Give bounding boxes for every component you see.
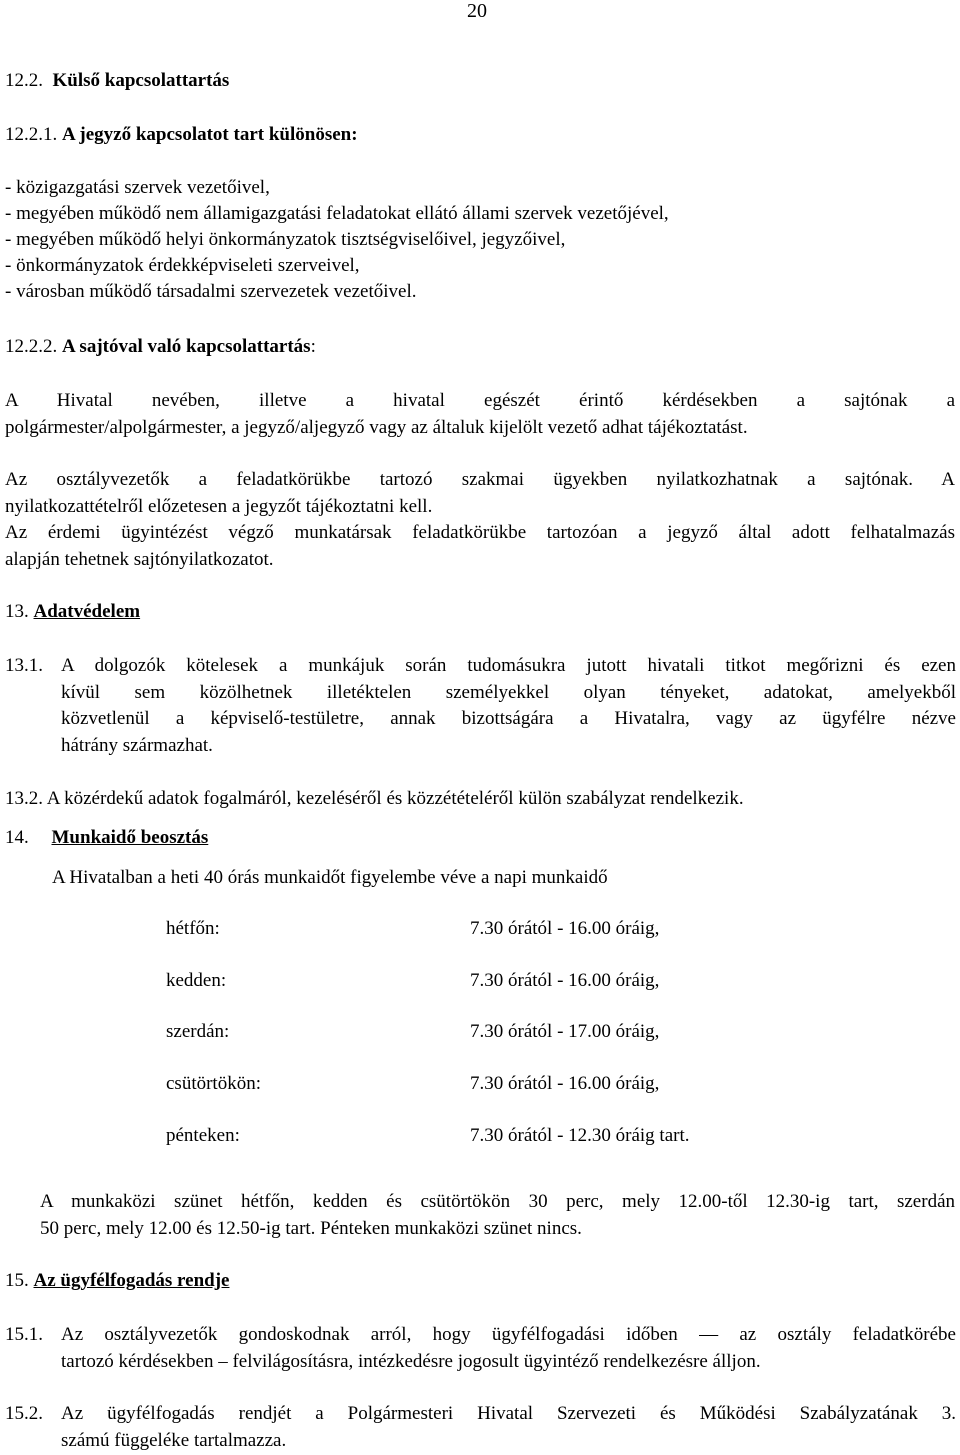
page-number: 20 [467, 0, 487, 22]
section-number: 12.2.2. [5, 336, 58, 357]
press-paragraph-3 [5, 520, 955, 573]
section-title: Külső kapcsolattartás [52, 70, 230, 91]
list-item: - megyében működő helyi önkormányzatok tisztségviselőivel, jegyzőivel, [5, 229, 566, 250]
section-title: Adatvédelem [33, 601, 141, 622]
section-15-1-number: 15.1. [5, 1324, 43, 1345]
section-15-heading [5, 1268, 229, 1294]
paragraph-line: közvetlenül a képviselő-testületre, annak bizottságára a Hivatalra, vagy az ügyfélre nézve [61, 708, 956, 729]
schedule-time: 7.30 órától - 12.30 óráig tart. [470, 1125, 690, 1146]
section-number: 13.2. [5, 788, 43, 809]
paragraph-line: kívül sem közölhetnek illetéktelen személyekkel olyan tényeket, adatokat, amelyekből [61, 681, 956, 703]
section-15-2-number: 15.2. [5, 1403, 43, 1424]
paragraph-line: Az ügyfélfogadás rendjét a Polgármesteri Hivatal Szervezeti és Működési Szabályzatának 3. [61, 1403, 956, 1424]
section-number: 13. [5, 601, 29, 622]
section-14-heading [5, 825, 208, 851]
list-item: - megyében működő nem államigazgatási feladatokat ellátó állami szervek vezetőjével, [5, 203, 669, 224]
paragraph-line: alapján tehetnek sajtónyilatkozatot. [5, 548, 274, 570]
schedule-time: 7.30 órától - 16.00 óráig, [470, 970, 660, 991]
section-title: Munkaidő beosztás [51, 827, 209, 848]
paragraph-line: A dolgozók kötelesek a munkájuk során tudomásukra jutott hivatali titkot megőrizni és ezen [61, 655, 956, 676]
section-number: 12.2.1. [5, 124, 58, 145]
paragraph-line: hátrány származhat. [61, 734, 213, 756]
paragraph-line: nyilatkozattételről előzetesen a jegyzőt tájékoztatni kell. [5, 495, 433, 517]
section-number: 15. [5, 1270, 29, 1291]
paragraph-line: Az osztályvezetők a feladatkörükbe tartozó szakmai ügyekben nyilatkozhatnak a sajtónak. A [5, 469, 955, 490]
schedule-day: kedden: [166, 970, 227, 991]
section-13-1-number: 13.1. [5, 655, 43, 676]
section-number: 14. [5, 827, 29, 848]
section-title: A jegyző kapcsolatot tart különösen: [62, 124, 358, 145]
press-paragraph-2 [5, 467, 955, 520]
schedule-day: pénteken: [166, 1125, 240, 1146]
section-12-2-1-heading [5, 122, 358, 148]
schedule-day: hétfőn: [166, 918, 220, 939]
schedule-day: szerdán: [166, 1021, 230, 1042]
section-title: Az ügyfélfogadás rendje [33, 1270, 230, 1291]
paragraph-line: Az osztályvezetők gondoskodnak arról, hogy ügyfélfogadási időben — az osztály feladatkörébe [61, 1324, 956, 1345]
section-13-heading [5, 599, 140, 625]
paragraph-text: A közérdekű adatok fogalmáról, kezeléséről és közzétételéről külön szabályzat rendelkezik. [46, 788, 744, 809]
schedule-time: 7.30 órától - 16.00 óráig, [470, 918, 660, 939]
contact-list [5, 175, 669, 305]
list-item: - városban működő társadalmi szervezetek vezetőivel. [5, 281, 417, 302]
section-title-colon: : [310, 336, 316, 357]
section-13-1-text [61, 653, 956, 759]
section-number: 12.2. [5, 70, 43, 91]
list-item: - önkormányzatok érdekképviseleti szerveivel, [5, 255, 360, 276]
section-title: A sajtóval való kapcsolattartás [62, 336, 311, 357]
section-15-2-text [61, 1401, 956, 1454]
paragraph-line: A munkaközi szünet hétfőn, kedden és csütörtökön 30 perc, mely 12.00-től 12.30-ig tart, szerdán [40, 1191, 955, 1212]
schedule-day: csütörtökön: [166, 1073, 261, 1094]
section-15-1-text [61, 1322, 956, 1375]
paragraph-line: A Hivatal nevében, illetve a hivatal egészét érintő kérdésekben a sajtónak a [5, 390, 955, 411]
section-12-2-2-heading [5, 334, 316, 360]
list-item: - közigazgatási szervek vezetőivel, [5, 177, 270, 198]
paragraph-line: Az érdemi ügyintézést végző munkatársak feladatkörükbe tartozóan a jegyző által adott felhatalmazás [5, 522, 955, 543]
paragraph-line: polgármester/alpolgármester, a jegyző/aljegyző vagy az általuk kijelölt vezető adhat tájékoztatást. [5, 416, 748, 438]
press-paragraph-1 [5, 388, 955, 441]
section-13-2 [5, 786, 744, 812]
section-12-2-heading [5, 68, 229, 94]
paragraph-line: számú függeléke tartalmazza. [61, 1429, 287, 1451]
work-hours-intro: A Hivatalban a heti 40 órás munkaidőt figyelembe véve a napi munkaidő [52, 867, 608, 888]
schedule-time: 7.30 órától - 17.00 óráig, [470, 1021, 660, 1042]
schedule-time: 7.30 órától - 16.00 óráig, [470, 1073, 660, 1094]
break-paragraph [40, 1189, 955, 1242]
paragraph-line: tartozó kérdésekben – felvilágosításra, intézkedésre jogosult ügyintéző rendelkezésre álljon. [61, 1350, 761, 1372]
paragraph-line: 50 perc, mely 12.00 és 12.50-ig tart. Pénteken munkaközi szünet nincs. [40, 1217, 582, 1239]
